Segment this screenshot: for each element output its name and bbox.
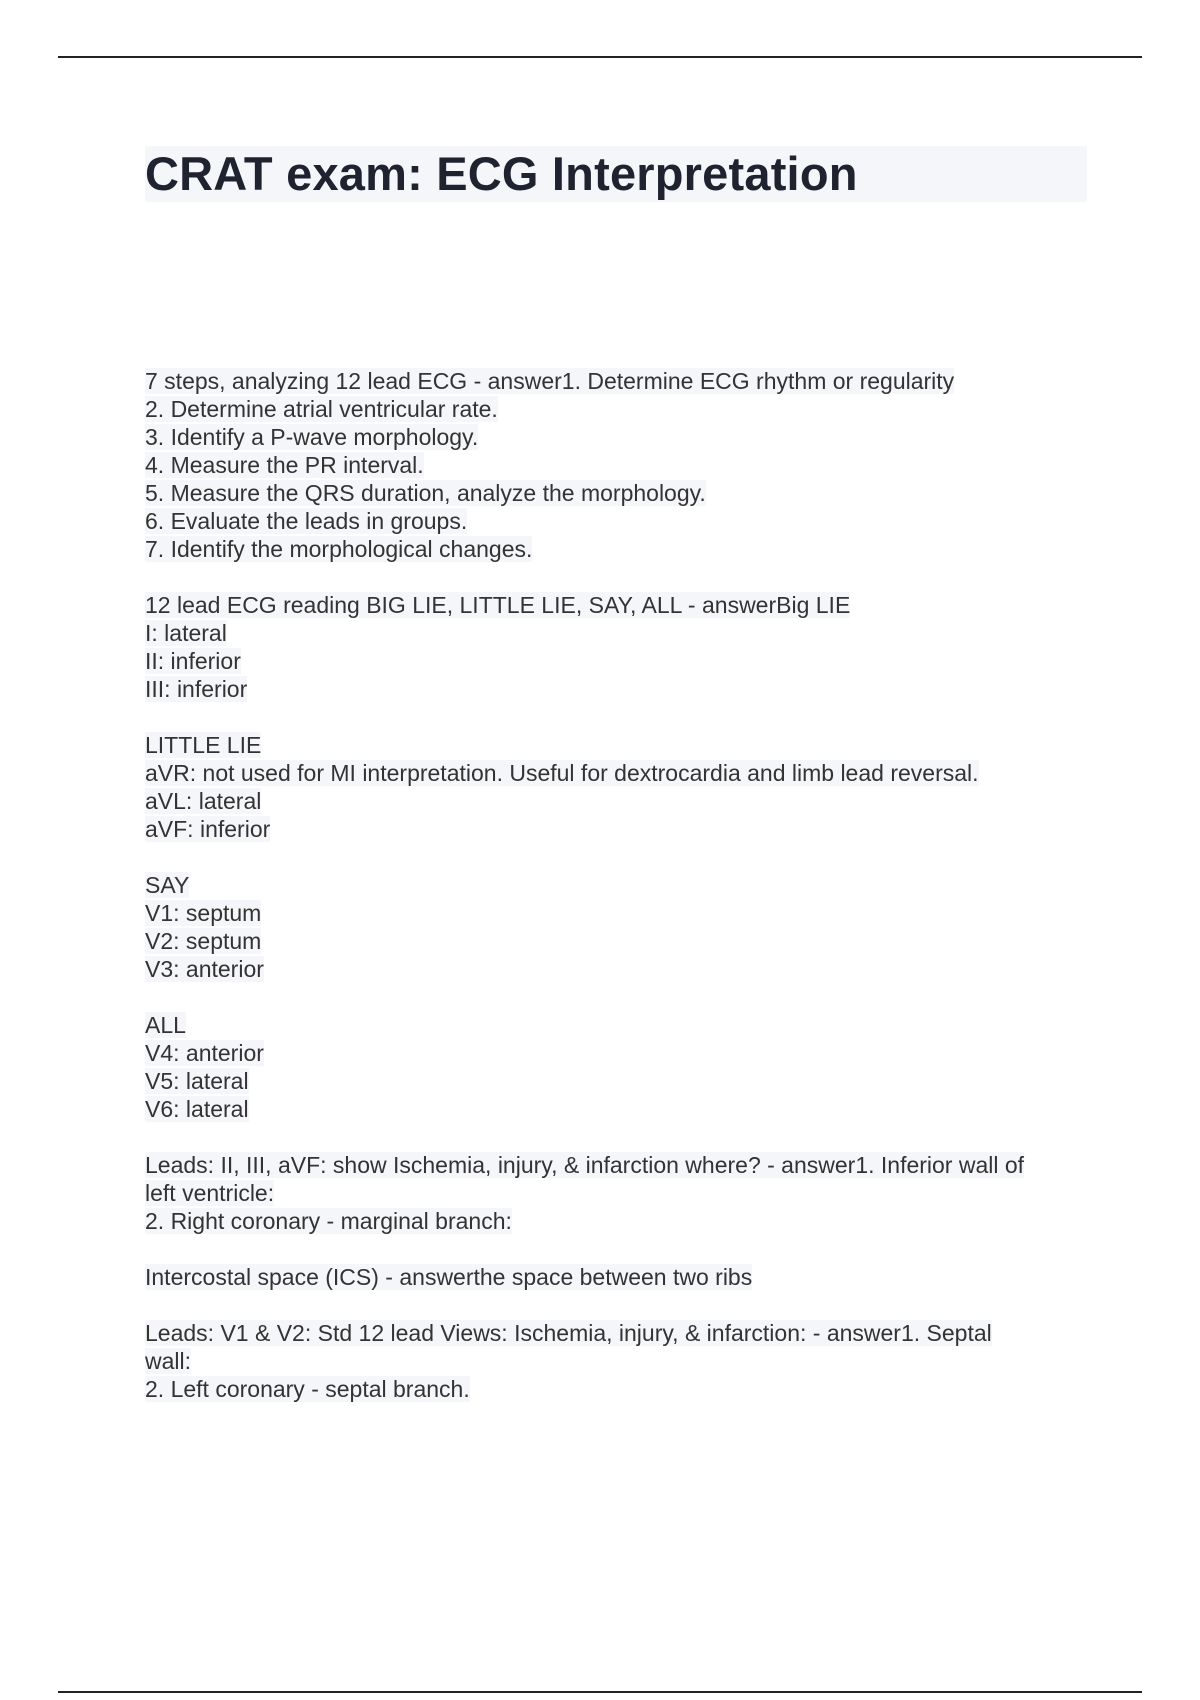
text-line: 2. Right coronary - marginal branch: — [145, 1208, 512, 1234]
text-line: 7. Identify the morphological changes. — [145, 536, 533, 562]
text-line: V6: lateral — [145, 1096, 249, 1122]
qa-entry-little-lie — [145, 731, 1085, 843]
text-line: Leads: II, III, aVF: show Ischemia, injury, & infarction where? - answer1. Inferior wall of — [145, 1152, 1025, 1178]
qa-entry-say — [145, 871, 1085, 983]
text-line: V4: anterior — [145, 1040, 264, 1066]
qa-entry-inferior-leads — [145, 1151, 1085, 1235]
text-line: aVL: lateral — [145, 788, 262, 814]
text-line: 5. Measure the QRS duration, analyze the morphology. — [145, 480, 706, 506]
text-line: wall: — [145, 1348, 192, 1374]
text-line: II: inferior — [145, 648, 241, 674]
qa-entry-all — [145, 1011, 1085, 1123]
text-line: aVF: inferior — [145, 816, 271, 842]
text-line: V1: septum — [145, 900, 262, 926]
qa-entry-intercostal-space — [145, 1263, 1085, 1291]
text-line: 2. Left coronary - septal branch. — [145, 1376, 470, 1402]
qa-entry-seven-steps — [145, 367, 1085, 563]
text-line: SAY — [145, 872, 190, 898]
text-line: 2. Determine atrial ventricular rate. — [145, 396, 498, 422]
text-line: V2: septum — [145, 928, 262, 954]
text-line: III: inferior — [145, 676, 248, 702]
text-line: 7 steps, analyzing 12 lead ECG - answer1. Determine ECG rhythm or regularity — [145, 368, 955, 394]
text-line: 12 lead ECG reading BIG LIE, LITTLE LIE, SAY, ALL - answerBig LIE — [145, 592, 851, 618]
qa-entry-big-lie — [145, 591, 1085, 703]
top-divider — [58, 56, 1142, 58]
text-line: Intercostal space (ICS) - answerthe space between two ribs — [145, 1264, 753, 1290]
document-body — [145, 367, 1085, 1431]
page-title: CRAT exam: ECG Interpretation — [145, 147, 858, 200]
title-block — [145, 146, 1087, 202]
text-line: V5: lateral — [145, 1068, 249, 1094]
text-line: 4. Measure the PR interval. — [145, 452, 424, 478]
text-line: LITTLE LIE — [145, 732, 262, 758]
text-line: left ventricle: — [145, 1180, 275, 1206]
text-line: V3: anterior — [145, 956, 264, 982]
text-line: 6. Evaluate the leads in groups. — [145, 508, 468, 534]
text-line: Leads: V1 & V2: Std 12 lead Views: Ischemia, injury, & infarction: - answer1. Septal — [145, 1320, 992, 1346]
text-line: 3. Identify a P-wave morphology. — [145, 424, 479, 450]
text-line: I: lateral — [145, 620, 227, 646]
text-line: aVR: not used for MI interpretation. Useful for dextrocardia and limb lead reversal. — [145, 760, 979, 786]
bottom-divider — [58, 1691, 1142, 1693]
qa-entry-septal-leads — [145, 1319, 1085, 1403]
text-line: ALL — [145, 1012, 186, 1038]
